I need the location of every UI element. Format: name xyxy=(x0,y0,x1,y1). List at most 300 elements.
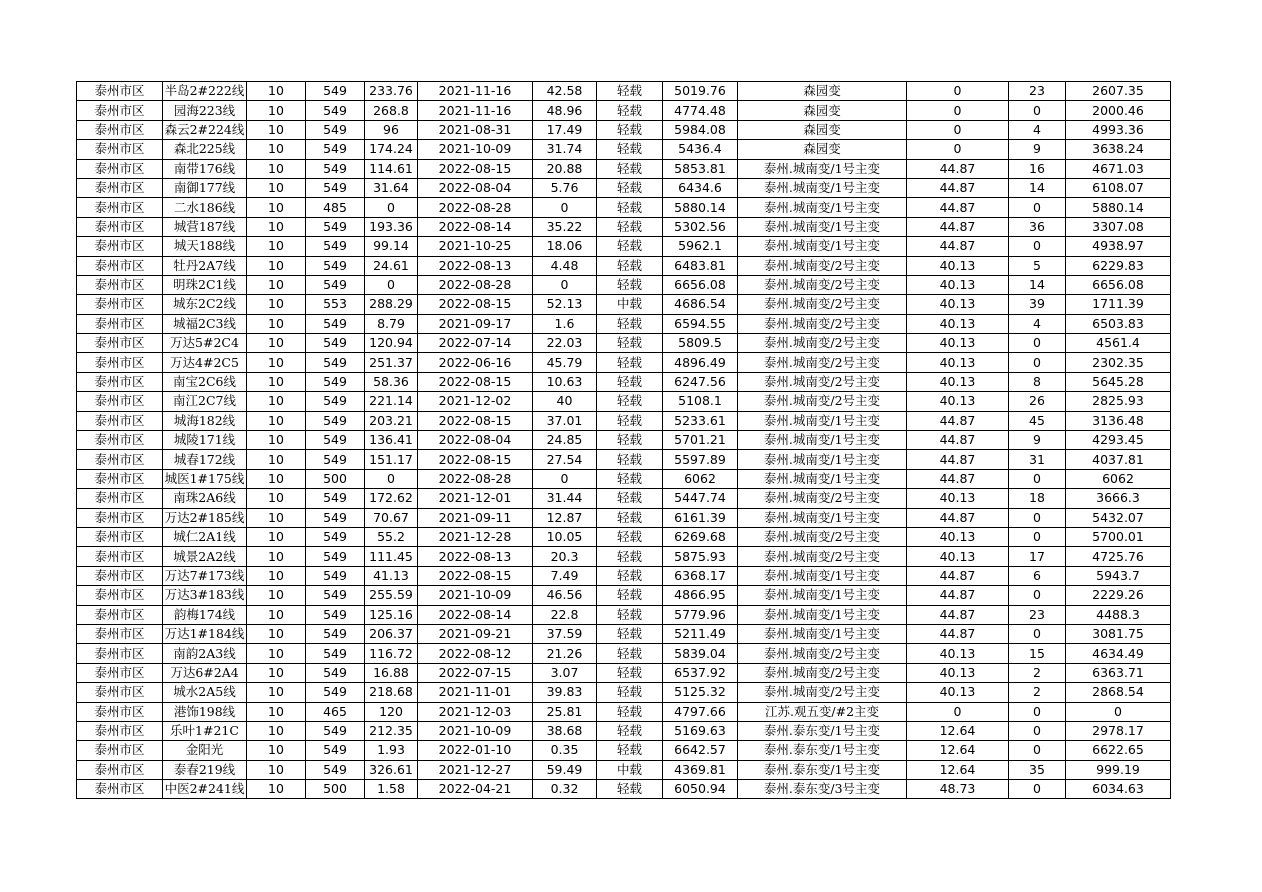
cell-line-name: 南宝2C6线 xyxy=(163,372,247,391)
cell-remaining: 2868.54 xyxy=(1066,683,1171,702)
cell-transformer-rate: 40.13 xyxy=(907,334,1009,353)
cell-available-capacity: 5962.1 xyxy=(663,237,738,256)
cell-rated-current: 485 xyxy=(306,198,365,217)
cell-available-capacity: 5108.1 xyxy=(663,392,738,411)
cell-transformer: 泰州.城南变/1号主变 xyxy=(738,411,907,430)
cell-line-name: 城医1#175线 xyxy=(163,469,247,488)
cell-available-capacity: 5779.96 xyxy=(663,605,738,624)
cell-load-status: 轻载 xyxy=(597,605,663,624)
cell-load-status: 轻载 xyxy=(597,411,663,430)
cell-rated-current: 549 xyxy=(306,392,365,411)
cell-area: 泰州市区 xyxy=(77,566,163,585)
cell-current: 0 xyxy=(365,198,418,217)
cell-load-rate: 0 xyxy=(533,275,597,294)
cell-load-status: 轻载 xyxy=(597,547,663,566)
cell-date: 2021-09-17 xyxy=(418,314,533,333)
cell-area: 泰州市区 xyxy=(77,721,163,740)
cell-date: 2021-11-16 xyxy=(418,82,533,101)
cell-remaining: 2978.17 xyxy=(1066,721,1171,740)
cell-load-rate: 38.68 xyxy=(533,721,597,740)
cell-line-name: 牡丹2A7线 xyxy=(163,256,247,275)
cell-transformer-rate: 44.87 xyxy=(907,237,1009,256)
cell-available-capacity: 5302.56 xyxy=(663,217,738,236)
cell-transformer: 泰州.城南变/1号主变 xyxy=(738,198,907,217)
table-row xyxy=(77,372,1171,391)
cell-load-rate: 0 xyxy=(533,198,597,217)
cell-load-status: 轻载 xyxy=(597,431,663,450)
cell-remaining: 4634.49 xyxy=(1066,644,1171,663)
cell-current: 99.14 xyxy=(365,237,418,256)
cell-line-name: 城景2A2线 xyxy=(163,547,247,566)
table-row xyxy=(77,741,1171,760)
cell-load-rate: 22.8 xyxy=(533,605,597,624)
cell-remaining: 4938.97 xyxy=(1066,237,1171,256)
cell-load-rate: 21.26 xyxy=(533,644,597,663)
cell-count: 0 xyxy=(1009,702,1066,721)
table-row xyxy=(77,489,1171,508)
cell-count: 0 xyxy=(1009,527,1066,546)
cell-current: 24.61 xyxy=(365,256,418,275)
cell-transformer-rate: 44.87 xyxy=(907,605,1009,624)
cell-count: 31 xyxy=(1009,450,1066,469)
cell-current: 41.13 xyxy=(365,566,418,585)
cell-rated-current: 465 xyxy=(306,702,365,721)
cell-available-capacity: 5447.74 xyxy=(663,489,738,508)
cell-current: 125.16 xyxy=(365,605,418,624)
table-row xyxy=(77,198,1171,217)
cell-load-status: 轻载 xyxy=(597,178,663,197)
cell-transformer: 泰州.城南变/2号主变 xyxy=(738,683,907,702)
cell-area: 泰州市区 xyxy=(77,644,163,663)
cell-line-name: 港饰198线 xyxy=(163,702,247,721)
table-row xyxy=(77,663,1171,682)
cell-transformer: 泰州.城南变/1号主变 xyxy=(738,566,907,585)
cell-load-status: 轻载 xyxy=(597,721,663,740)
cell-date: 2021-09-21 xyxy=(418,624,533,643)
cell-load-rate: 59.49 xyxy=(533,760,597,779)
cell-load-rate: 3.07 xyxy=(533,663,597,682)
cell-count: 2 xyxy=(1009,663,1066,682)
cell-area: 泰州市区 xyxy=(77,702,163,721)
cell-voltage: 10 xyxy=(247,683,306,702)
cell-transformer-rate: 44.87 xyxy=(907,198,1009,217)
cell-rated-current: 549 xyxy=(306,217,365,236)
cell-voltage: 10 xyxy=(247,159,306,178)
cell-available-capacity: 6656.08 xyxy=(663,275,738,294)
cell-available-capacity: 6434.6 xyxy=(663,178,738,197)
cell-rated-current: 549 xyxy=(306,683,365,702)
cell-date: 2022-07-14 xyxy=(418,334,533,353)
cell-available-capacity: 5233.61 xyxy=(663,411,738,430)
cell-rated-current: 549 xyxy=(306,527,365,546)
cell-remaining: 6229.83 xyxy=(1066,256,1171,275)
cell-count: 0 xyxy=(1009,334,1066,353)
cell-available-capacity: 5880.14 xyxy=(663,198,738,217)
cell-area: 泰州市区 xyxy=(77,469,163,488)
cell-date: 2021-12-28 xyxy=(418,527,533,546)
cell-area: 泰州市区 xyxy=(77,605,163,624)
cell-date: 2022-08-15 xyxy=(418,450,533,469)
cell-rated-current: 549 xyxy=(306,508,365,527)
cell-remaining: 6034.63 xyxy=(1066,780,1171,799)
cell-load-status: 轻载 xyxy=(597,353,663,372)
cell-voltage: 10 xyxy=(247,411,306,430)
cell-load-rate: 20.88 xyxy=(533,159,597,178)
cell-transformer-rate: 44.87 xyxy=(907,508,1009,527)
cell-count: 2 xyxy=(1009,683,1066,702)
cell-voltage: 10 xyxy=(247,624,306,643)
cell-area: 泰州市区 xyxy=(77,450,163,469)
cell-date: 2021-11-16 xyxy=(418,101,533,120)
cell-date: 2022-08-15 xyxy=(418,411,533,430)
cell-voltage: 10 xyxy=(247,120,306,139)
cell-transformer: 泰州.城南变/1号主变 xyxy=(738,237,907,256)
cell-remaining: 4725.76 xyxy=(1066,547,1171,566)
cell-line-name: 森北225线 xyxy=(163,140,247,159)
cell-transformer: 泰州.城南变/1号主变 xyxy=(738,508,907,527)
cell-date: 2022-08-28 xyxy=(418,275,533,294)
cell-count: 35 xyxy=(1009,760,1066,779)
cell-remaining: 6363.71 xyxy=(1066,663,1171,682)
cell-count: 0 xyxy=(1009,624,1066,643)
cell-date: 2022-08-12 xyxy=(418,644,533,663)
cell-voltage: 10 xyxy=(247,450,306,469)
cell-transformer: 泰州.城南变/2号主变 xyxy=(738,527,907,546)
cell-load-rate: 0.35 xyxy=(533,741,597,760)
cell-count: 36 xyxy=(1009,217,1066,236)
cell-date: 2021-10-09 xyxy=(418,140,533,159)
cell-line-name: 城春172线 xyxy=(163,450,247,469)
cell-current: 55.2 xyxy=(365,527,418,546)
cell-voltage: 10 xyxy=(247,334,306,353)
table-row xyxy=(77,624,1171,643)
cell-transformer: 泰州.城南变/1号主变 xyxy=(738,431,907,450)
cell-load-status: 轻载 xyxy=(597,314,663,333)
cell-date: 2022-07-15 xyxy=(418,663,533,682)
cell-transformer-rate: 40.13 xyxy=(907,547,1009,566)
cell-transformer-rate: 44.87 xyxy=(907,217,1009,236)
cell-date: 2022-08-15 xyxy=(418,295,533,314)
cell-line-name: 城仁2A1线 xyxy=(163,527,247,546)
cell-current: 114.61 xyxy=(365,159,418,178)
cell-rated-current: 549 xyxy=(306,721,365,740)
cell-available-capacity: 6062 xyxy=(663,469,738,488)
cell-line-name: 韵梅174线 xyxy=(163,605,247,624)
cell-voltage: 10 xyxy=(247,217,306,236)
table-row xyxy=(77,178,1171,197)
cell-remaining: 6622.65 xyxy=(1066,741,1171,760)
cell-transformer-rate: 0 xyxy=(907,101,1009,120)
cell-remaining: 2000.46 xyxy=(1066,101,1171,120)
cell-available-capacity: 5125.32 xyxy=(663,683,738,702)
cell-area: 泰州市区 xyxy=(77,256,163,275)
cell-line-name: 城海182线 xyxy=(163,411,247,430)
cell-available-capacity: 5436.4 xyxy=(663,140,738,159)
cell-line-name: 南珠2A6线 xyxy=(163,489,247,508)
cell-line-name: 乐叶1#21C xyxy=(163,721,247,740)
cell-load-rate: 52.13 xyxy=(533,295,597,314)
cell-rated-current: 549 xyxy=(306,489,365,508)
cell-transformer-rate: 40.13 xyxy=(907,256,1009,275)
cell-rated-current: 549 xyxy=(306,547,365,566)
cell-transformer-rate: 44.87 xyxy=(907,411,1009,430)
cell-transformer-rate: 12.64 xyxy=(907,721,1009,740)
cell-load-status: 轻载 xyxy=(597,217,663,236)
cell-transformer-rate: 44.87 xyxy=(907,566,1009,585)
cell-transformer: 泰州.城南变/2号主变 xyxy=(738,314,907,333)
cell-transformer: 泰州.城南变/2号主变 xyxy=(738,392,907,411)
cell-count: 4 xyxy=(1009,314,1066,333)
cell-voltage: 10 xyxy=(247,372,306,391)
cell-area: 泰州市区 xyxy=(77,217,163,236)
cell-load-rate: 7.49 xyxy=(533,566,597,585)
cell-load-rate: 37.01 xyxy=(533,411,597,430)
cell-load-rate: 10.63 xyxy=(533,372,597,391)
cell-transformer-rate: 40.13 xyxy=(907,295,1009,314)
cell-remaining: 6108.07 xyxy=(1066,178,1171,197)
cell-voltage: 10 xyxy=(247,256,306,275)
cell-current: 70.67 xyxy=(365,508,418,527)
cell-date: 2022-08-28 xyxy=(418,198,533,217)
cell-load-rate: 0 xyxy=(533,469,597,488)
cell-line-name: 城水2A5线 xyxy=(163,683,247,702)
cell-remaining: 5880.14 xyxy=(1066,198,1171,217)
cell-line-name: 万达5#2C4 xyxy=(163,334,247,353)
cell-voltage: 10 xyxy=(247,353,306,372)
cell-remaining: 5645.28 xyxy=(1066,372,1171,391)
cell-current: 233.76 xyxy=(365,82,418,101)
cell-current: 255.59 xyxy=(365,586,418,605)
cell-load-rate: 22.03 xyxy=(533,334,597,353)
cell-rated-current: 553 xyxy=(306,295,365,314)
cell-area: 泰州市区 xyxy=(77,372,163,391)
cell-rated-current: 549 xyxy=(306,237,365,256)
cell-transformer: 森园变 xyxy=(738,140,907,159)
cell-current: 111.45 xyxy=(365,547,418,566)
cell-line-name: 森云2#224线 xyxy=(163,120,247,139)
cell-area: 泰州市区 xyxy=(77,411,163,430)
cell-load-rate: 42.58 xyxy=(533,82,597,101)
cell-load-status: 轻载 xyxy=(597,101,663,120)
table-row xyxy=(77,314,1171,333)
cell-voltage: 10 xyxy=(247,295,306,314)
cell-date: 2022-08-14 xyxy=(418,605,533,624)
cell-load-rate: 35.22 xyxy=(533,217,597,236)
cell-available-capacity: 6247.56 xyxy=(663,372,738,391)
cell-line-name: 万达6#2A4 xyxy=(163,663,247,682)
cell-available-capacity: 6269.68 xyxy=(663,527,738,546)
cell-transformer-rate: 12.64 xyxy=(907,741,1009,760)
cell-load-rate: 31.44 xyxy=(533,489,597,508)
cell-current: 120 xyxy=(365,702,418,721)
cell-transformer-rate: 40.13 xyxy=(907,314,1009,333)
table-row xyxy=(77,295,1171,314)
cell-transformer: 森园变 xyxy=(738,82,907,101)
cell-date: 2022-08-28 xyxy=(418,469,533,488)
cell-current: 251.37 xyxy=(365,353,418,372)
cell-voltage: 10 xyxy=(247,82,306,101)
cell-transformer-rate: 40.13 xyxy=(907,275,1009,294)
cell-load-status: 轻载 xyxy=(597,159,663,178)
cell-voltage: 10 xyxy=(247,469,306,488)
table-row xyxy=(77,275,1171,294)
cell-date: 2022-01-10 xyxy=(418,741,533,760)
cell-transformer-rate: 40.13 xyxy=(907,372,1009,391)
cell-load-status: 轻载 xyxy=(597,527,663,546)
cell-remaining: 3136.48 xyxy=(1066,411,1171,430)
cell-rated-current: 549 xyxy=(306,624,365,643)
cell-voltage: 10 xyxy=(247,663,306,682)
cell-transformer-rate: 44.87 xyxy=(907,178,1009,197)
cell-voltage: 10 xyxy=(247,547,306,566)
cell-current: 151.17 xyxy=(365,450,418,469)
cell-current: 0 xyxy=(365,469,418,488)
cell-voltage: 10 xyxy=(247,314,306,333)
cell-date: 2021-09-11 xyxy=(418,508,533,527)
table-row xyxy=(77,508,1171,527)
cell-area: 泰州市区 xyxy=(77,431,163,450)
cell-area: 泰州市区 xyxy=(77,663,163,682)
table-row xyxy=(77,721,1171,740)
cell-remaining: 1711.39 xyxy=(1066,295,1171,314)
cell-voltage: 10 xyxy=(247,431,306,450)
cell-load-status: 轻载 xyxy=(597,140,663,159)
cell-load-status: 中载 xyxy=(597,295,663,314)
cell-line-name: 南韵2A3线 xyxy=(163,644,247,663)
cell-rated-current: 549 xyxy=(306,353,365,372)
cell-load-rate: 12.87 xyxy=(533,508,597,527)
cell-remaining: 0 xyxy=(1066,702,1171,721)
cell-load-status: 轻载 xyxy=(597,741,663,760)
cell-line-name: 南御177线 xyxy=(163,178,247,197)
cell-line-name: 城营187线 xyxy=(163,217,247,236)
cell-date: 2022-08-13 xyxy=(418,547,533,566)
cell-current: 206.37 xyxy=(365,624,418,643)
cell-available-capacity: 6050.94 xyxy=(663,780,738,799)
cell-rated-current: 549 xyxy=(306,256,365,275)
cell-voltage: 10 xyxy=(247,392,306,411)
cell-transformer: 泰州.城南变/1号主变 xyxy=(738,178,907,197)
cell-available-capacity: 4686.54 xyxy=(663,295,738,314)
cell-remaining: 2825.93 xyxy=(1066,392,1171,411)
cell-load-status: 轻载 xyxy=(597,566,663,585)
cell-area: 泰州市区 xyxy=(77,237,163,256)
cell-date: 2022-08-15 xyxy=(418,159,533,178)
cell-load-rate: 37.59 xyxy=(533,624,597,643)
cell-count: 14 xyxy=(1009,275,1066,294)
cell-voltage: 10 xyxy=(247,489,306,508)
cell-line-name: 万达2#185线 xyxy=(163,508,247,527)
cell-remaining: 3638.24 xyxy=(1066,140,1171,159)
cell-available-capacity: 6161.39 xyxy=(663,508,738,527)
cell-load-status: 轻载 xyxy=(597,624,663,643)
cell-line-name: 万达3#183线 xyxy=(163,586,247,605)
cell-remaining: 6503.83 xyxy=(1066,314,1171,333)
cell-load-rate: 4.48 xyxy=(533,256,597,275)
cell-voltage: 10 xyxy=(247,508,306,527)
cell-rated-current: 549 xyxy=(306,411,365,430)
cell-transformer: 泰州.城南变/2号主变 xyxy=(738,489,907,508)
cell-transformer: 泰州.城南变/2号主变 xyxy=(738,256,907,275)
cell-transformer: 泰州.城南变/1号主变 xyxy=(738,586,907,605)
cell-transformer: 泰州.泰东变/1号主变 xyxy=(738,760,907,779)
cell-rated-current: 500 xyxy=(306,469,365,488)
cell-line-name: 泰春219线 xyxy=(163,760,247,779)
cell-area: 泰州市区 xyxy=(77,334,163,353)
cell-rated-current: 549 xyxy=(306,586,365,605)
cell-load-status: 轻载 xyxy=(597,120,663,139)
cell-remaining: 999.19 xyxy=(1066,760,1171,779)
table-row xyxy=(77,159,1171,178)
cell-available-capacity: 5019.76 xyxy=(663,82,738,101)
cell-date: 2021-12-03 xyxy=(418,702,533,721)
cell-rated-current: 549 xyxy=(306,334,365,353)
cell-rated-current: 500 xyxy=(306,780,365,799)
cell-available-capacity: 4797.66 xyxy=(663,702,738,721)
cell-rated-current: 549 xyxy=(306,372,365,391)
cell-count: 6 xyxy=(1009,566,1066,585)
cell-area: 泰州市区 xyxy=(77,140,163,159)
cell-voltage: 10 xyxy=(247,760,306,779)
cell-voltage: 10 xyxy=(247,198,306,217)
cell-transformer: 泰州.城南变/1号主变 xyxy=(738,159,907,178)
cell-transformer: 泰州.城南变/2号主变 xyxy=(738,663,907,682)
cell-area: 泰州市区 xyxy=(77,547,163,566)
cell-transformer: 泰州.城南变/2号主变 xyxy=(738,372,907,391)
table-row xyxy=(77,411,1171,430)
table-row xyxy=(77,140,1171,159)
cell-date: 2022-04-21 xyxy=(418,780,533,799)
cell-remaining: 3081.75 xyxy=(1066,624,1171,643)
cell-count: 39 xyxy=(1009,295,1066,314)
cell-area: 泰州市区 xyxy=(77,82,163,101)
cell-date: 2021-08-31 xyxy=(418,120,533,139)
cell-current: 58.36 xyxy=(365,372,418,391)
cell-count: 26 xyxy=(1009,392,1066,411)
cell-transformer: 泰州.城南变/1号主变 xyxy=(738,217,907,236)
cell-line-name: 金阳光 xyxy=(163,741,247,760)
cell-current: 8.79 xyxy=(365,314,418,333)
cell-area: 泰州市区 xyxy=(77,353,163,372)
cell-load-status: 轻载 xyxy=(597,489,663,508)
cell-current: 1.58 xyxy=(365,780,418,799)
cell-load-rate: 0.32 xyxy=(533,780,597,799)
cell-transformer-rate: 44.87 xyxy=(907,159,1009,178)
cell-load-rate: 20.3 xyxy=(533,547,597,566)
table-row xyxy=(77,217,1171,236)
cell-load-status: 轻载 xyxy=(597,256,663,275)
cell-available-capacity: 5984.08 xyxy=(663,120,738,139)
cell-load-rate: 18.06 xyxy=(533,237,597,256)
cell-transformer: 森园变 xyxy=(738,120,907,139)
cell-load-status: 轻载 xyxy=(597,392,663,411)
cell-available-capacity: 6483.81 xyxy=(663,256,738,275)
cell-current: 172.62 xyxy=(365,489,418,508)
cell-date: 2022-08-15 xyxy=(418,372,533,391)
cell-rated-current: 549 xyxy=(306,159,365,178)
cell-count: 0 xyxy=(1009,469,1066,488)
cell-area: 泰州市区 xyxy=(77,120,163,139)
cell-transformer-rate: 44.87 xyxy=(907,469,1009,488)
cell-available-capacity: 5839.04 xyxy=(663,644,738,663)
cell-available-capacity: 6594.55 xyxy=(663,314,738,333)
cell-available-capacity: 5701.21 xyxy=(663,431,738,450)
cell-count: 0 xyxy=(1009,780,1066,799)
cell-transformer-rate: 12.64 xyxy=(907,760,1009,779)
cell-count: 9 xyxy=(1009,431,1066,450)
cell-count: 0 xyxy=(1009,101,1066,120)
cell-line-name: 城东2C2线 xyxy=(163,295,247,314)
